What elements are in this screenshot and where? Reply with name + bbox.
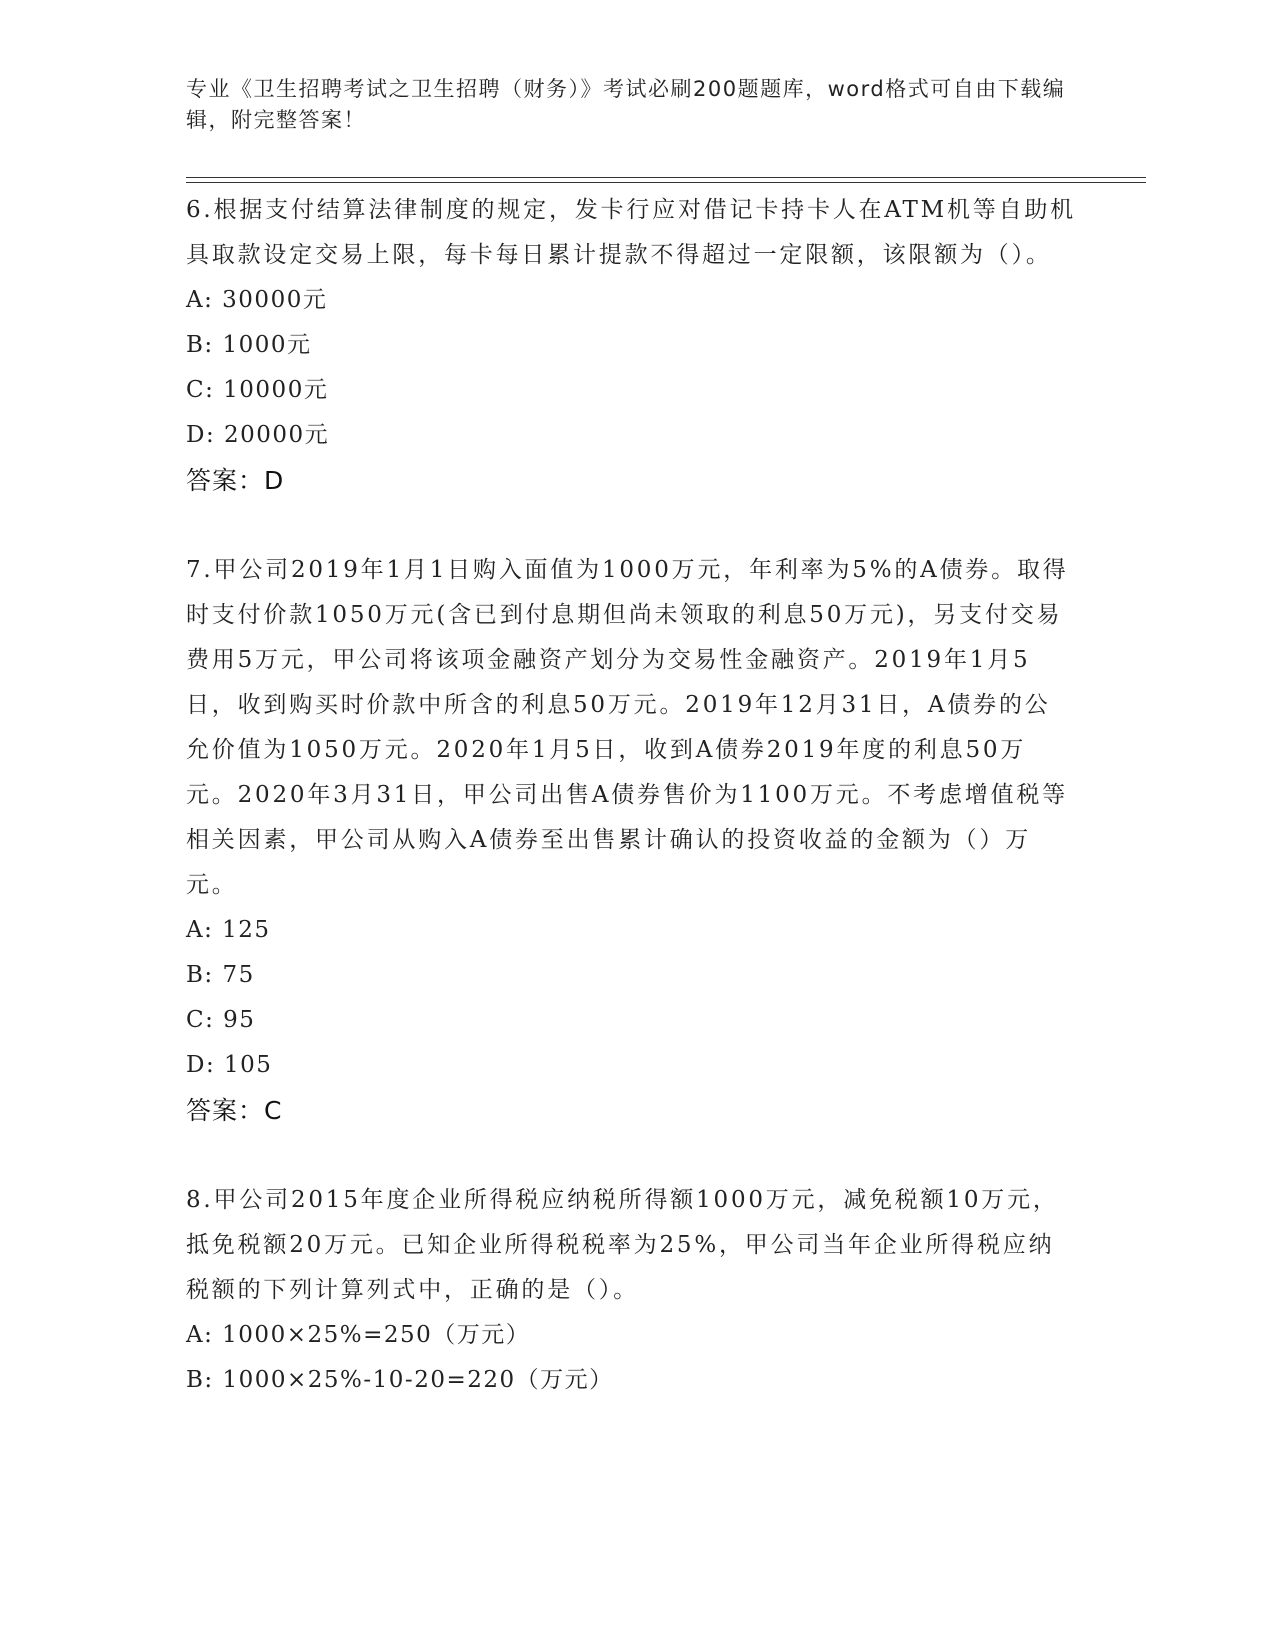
answer-line: 答案：D [186,466,285,495]
question-7 [186,548,1076,1133]
question-stem: 6.根据支付结算法律制度的规定，发卡行应对借记卡持卡人在ATM机等自助机具取款设定交易上限，每卡每日累计提款不得超过一定限额，该限额为（）。 [186,197,1076,268]
option-d: D: 20000元 [186,422,330,448]
option-c: C: 95 [186,1007,256,1033]
option-b: B: 1000元 [186,332,312,358]
option-a: A: 1000×25%=250（万元） [186,1322,531,1348]
question-stem: 8.甲公司2015年度企业所得税应纳税所得额1000万元，减免税额10万元，抵免税额20万元。已知企业所得税税率为25%，甲公司当年企业所得税应纳税额的下列计算列式中，正确的是（）。 [186,1187,1059,1303]
header-divider-bottom [186,182,1146,183]
answer-line: 答案：C [186,1096,283,1125]
option-c: C: 10000元 [186,377,329,403]
question-spacer [186,1133,1076,1178]
question-8 [186,1178,1076,1403]
option-b: B: 1000×25%-10-20=220（万元） [186,1367,614,1393]
question-6 [186,188,1076,503]
option-b: B: 75 [186,962,255,988]
option-a: A: 30000元 [186,287,328,313]
question-list [186,188,1076,1403]
question-stem: 7.甲公司2019年1月1日购入面值为1000万元，年利率为5%的A债券。取得时支付价款1050万元(含已到付息期但尚未领取的利息50万元)，另支付交易费用5万元，甲公司将该项金融资产划分为交易性金融资产。2019年1月5日，收到购买时价款中所含的利息50万元。2019年12月31日，A债券的公允价值为1050万元。2020年1月5日，收到A债券2019年度的利息50万元。2020年3月31日，甲公司出售A债券售价为1100万元。不考虑增值税等相关因素，甲公司从购入A债券至出售累计确认的投资收益的金额为（）万元。 [186,557,1069,898]
header-divider-top [186,177,1146,178]
question-spacer [186,503,1076,548]
document-header: 专业《卫生招聘考试之卫生招聘（财务）》考试必刷200题题库，word格式可自由下载编辑，附完整答案！ [186,77,1066,132]
option-a: A: 125 [186,917,271,943]
option-d: D: 105 [186,1052,273,1078]
